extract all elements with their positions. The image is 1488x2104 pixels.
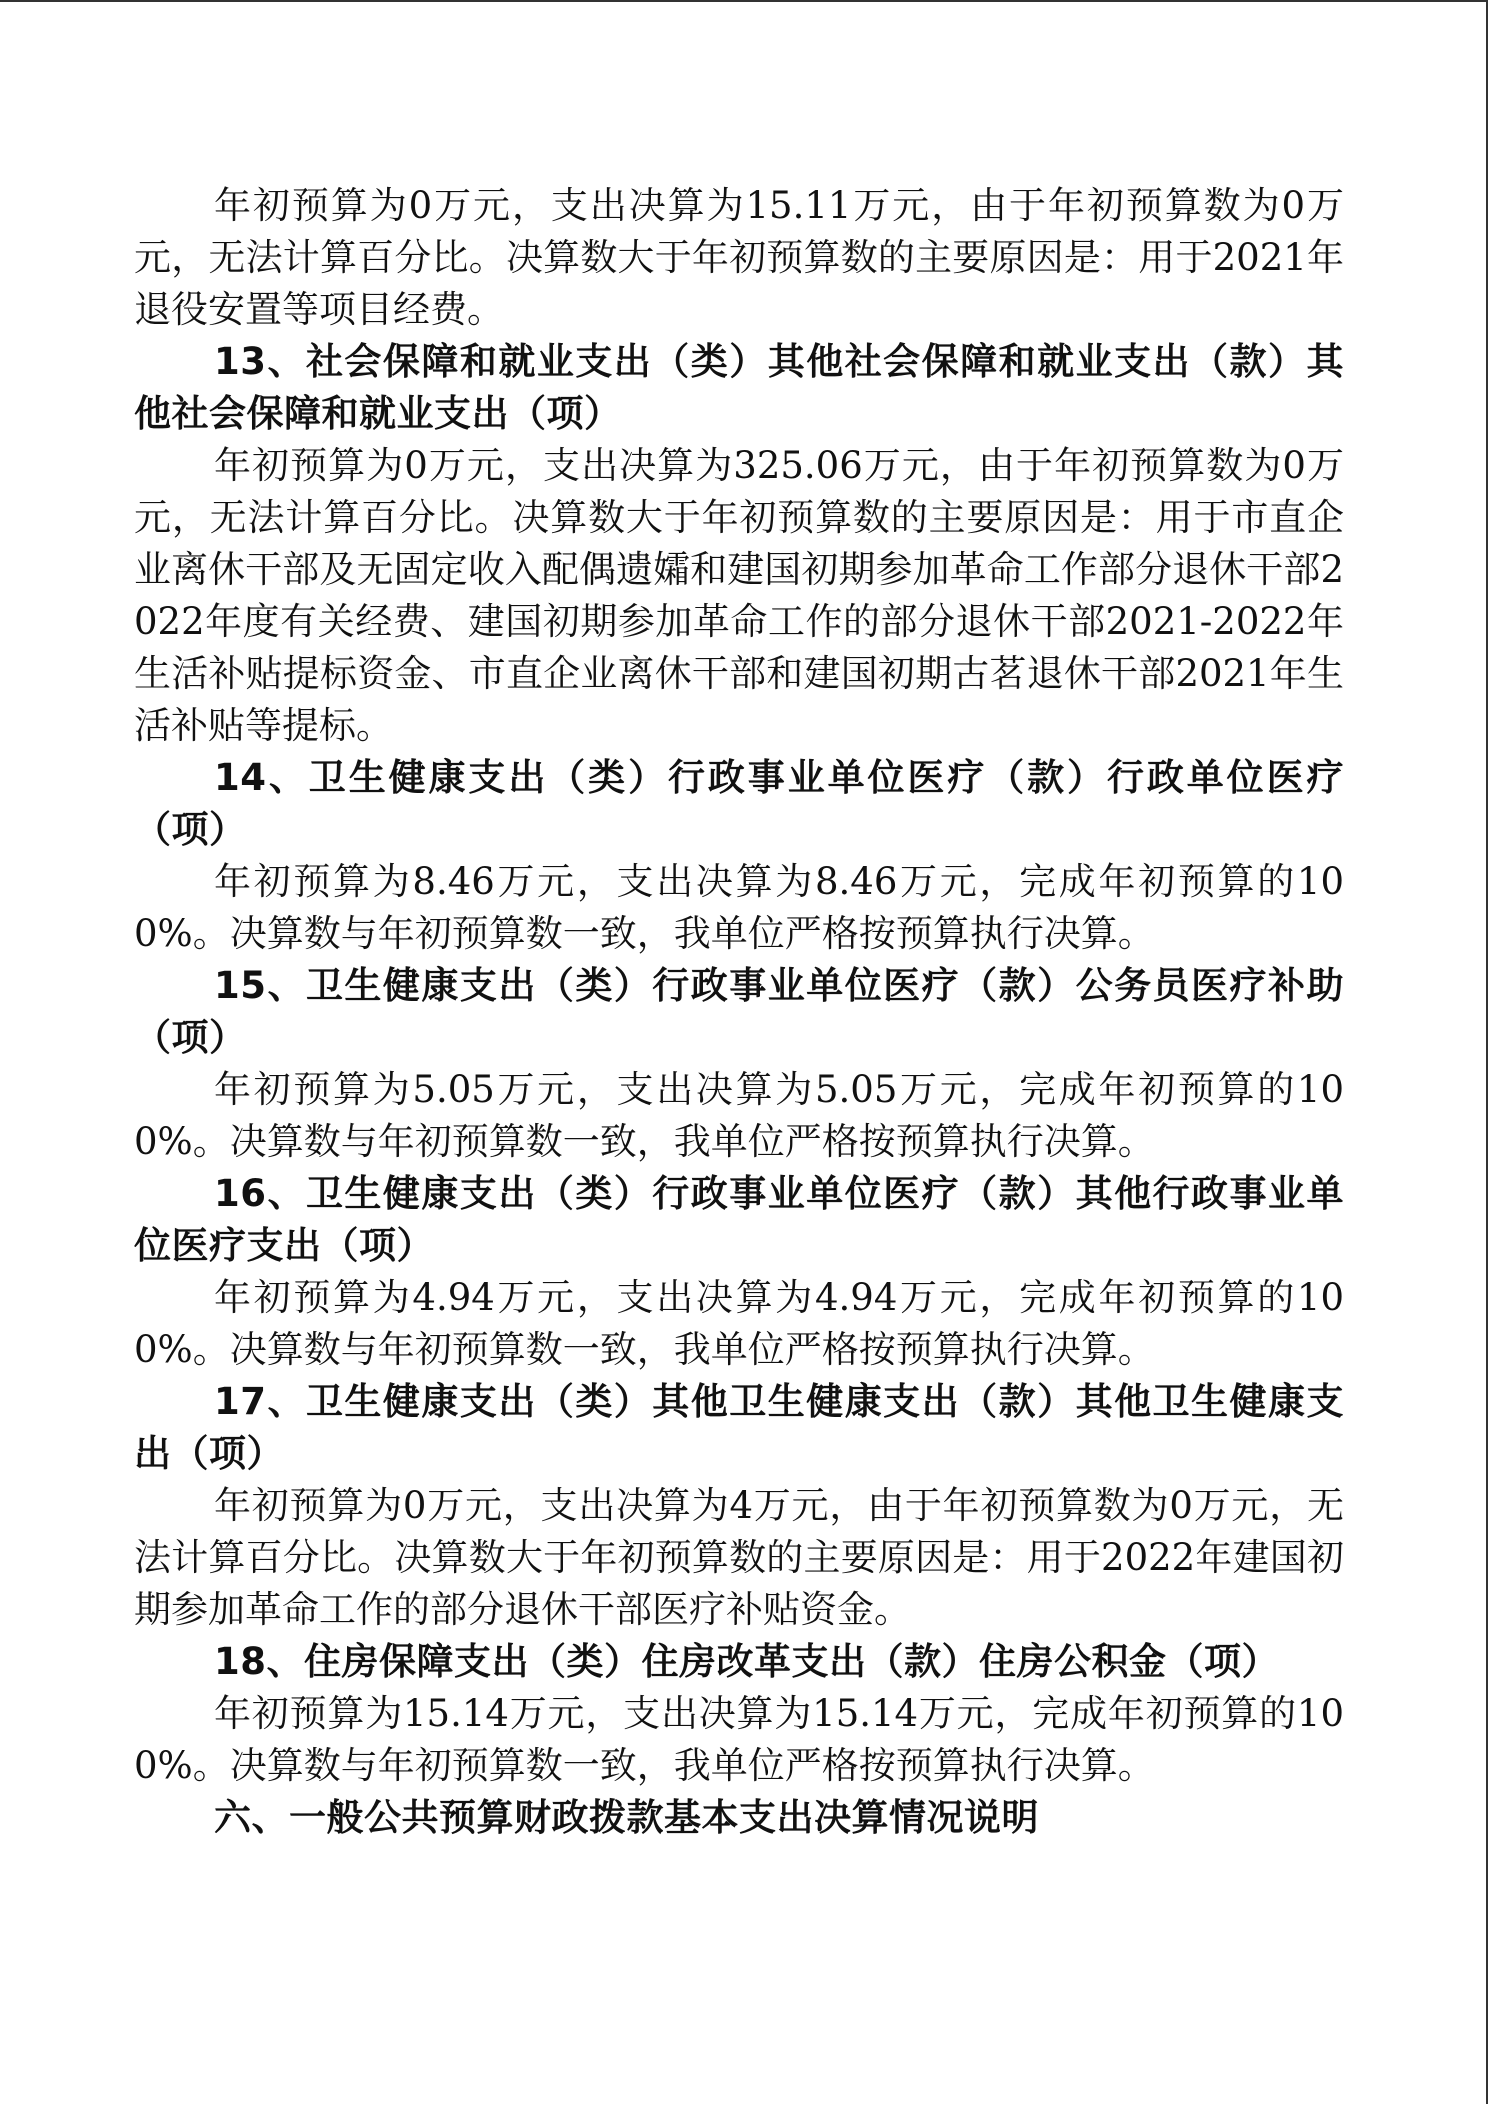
section-heading-basic-expenditure: 六、一般公共预算财政拨款基本支出决算情况说明: [214, 1796, 1039, 1839]
heading-item-13: 13、社会保障和就业支出（类）其他社会保障和就业支出（款）其他社会保障和就业支出（项）: [134, 340, 1344, 435]
paragraph-budget-17-detail: 年初预算为0万元，支出决算为4万元，由于年初预算数为0万元，无法计算百分比。决算数大于年初预算数的主要原因是：用于2022年建国初期参加革命工作的部分退休干部医疗补贴资金。: [134, 1484, 1344, 1631]
paragraph-budget-18-detail: 年初预算为15.14万元，支出决算为15.14万元，完成年初预算的100%。决算数与年初预算数一致，我单位严格按预算执行决算。: [134, 1692, 1344, 1787]
heading-item-17: 17、卫生健康支出（类）其他卫生健康支出（款）其他卫生健康支出（项）: [134, 1380, 1344, 1475]
paragraph-budget-15-detail: 年初预算为5.05万元，支出决算为5.05万元，完成年初预算的100%。决算数与年初预算数一致，我单位严格按预算执行决算。: [134, 1068, 1344, 1163]
heading-item-14: 14、卫生健康支出（类）行政事业单位医疗（款）行政单位医疗（项）: [134, 756, 1344, 851]
paragraph-budget-12-detail: 年初预算为0万元，支出决算为15.11万元，由于年初预算数为0万元，无法计算百分比。决算数大于年初预算数的主要原因是：用于2021年退役安置等项目经费。: [134, 184, 1344, 331]
paragraph-budget-16-detail: 年初预算为4.94万元，支出决算为4.94万元，完成年初预算的100%。决算数与年初预算数一致，我单位严格按预算执行决算。: [134, 1276, 1344, 1371]
heading-item-15: 15、卫生健康支出（类）行政事业单位医疗（款）公务员医疗补助（项）: [134, 964, 1344, 1059]
paragraph-budget-13-detail: 年初预算为0万元，支出决算为325.06万元，由于年初预算数为0万元，无法计算百分比。决算数大于年初预算数的主要原因是：用于市直企业离休干部及无固定收入配偶遗孀和建国初期参加革命工作部分退休干部2022年度有关经费、建国初期参加革命工作的部分退休干部2021-2022年生活补贴提标资金、市直企业离休干部和建国初期古茗退休干部2021年生活补贴等提标。: [134, 444, 1344, 747]
document-body: [134, 180, 1344, 1844]
heading-item-18: 18、住房保障支出（类）住房改革支出（款）住房公积金（项）: [214, 1640, 1279, 1683]
paragraph-budget-14-detail: 年初预算为8.46万元，支出决算为8.46万元，完成年初预算的100%。决算数与年初预算数一致，我单位严格按预算执行决算。: [134, 860, 1344, 955]
heading-item-16: 16、卫生健康支出（类）行政事业单位医疗（款）其他行政事业单位医疗支出（项）: [134, 1172, 1344, 1267]
